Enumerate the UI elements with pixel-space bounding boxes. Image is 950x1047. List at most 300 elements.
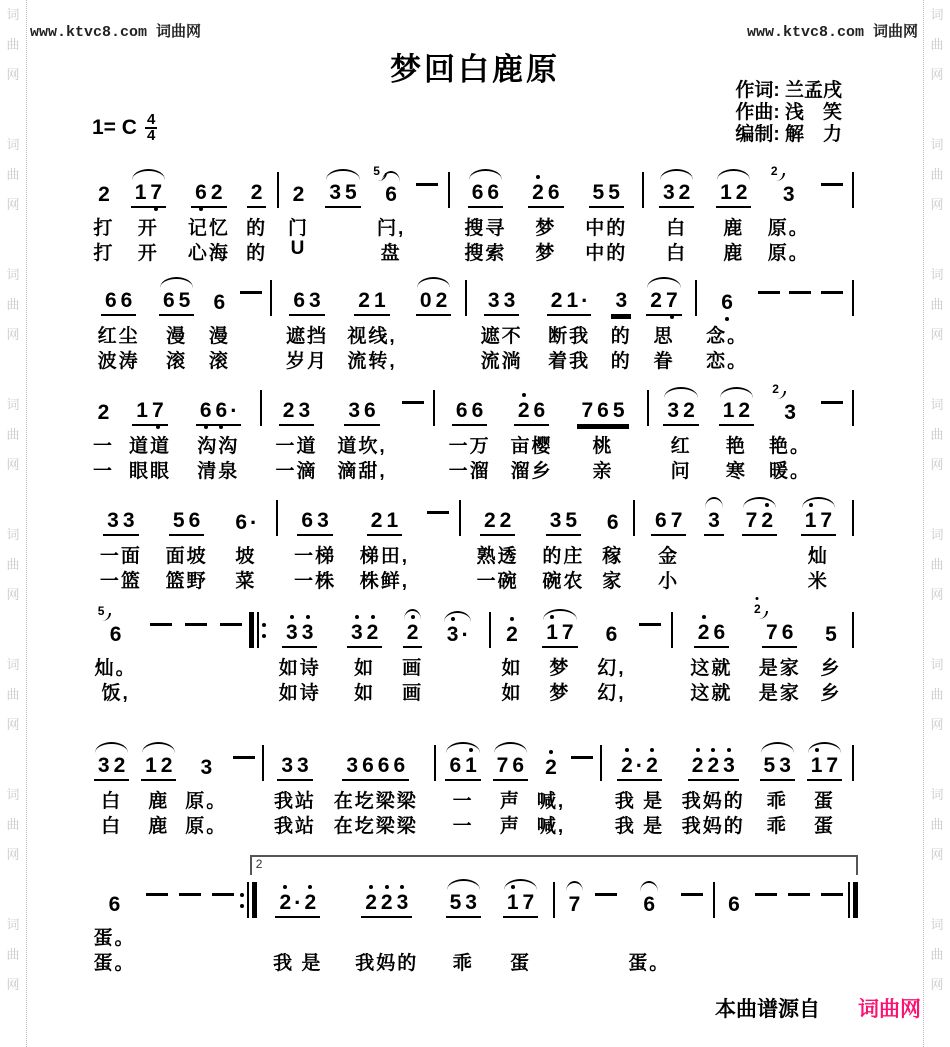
grace-note: 5 [373,164,380,178]
note-row [445,745,480,781]
dash-token [178,612,213,648]
lyric-verse1: 我站 [274,791,317,812]
note-digit: 2 [738,399,751,422]
note-token [88,882,141,973]
duration-dash [755,893,777,896]
octave-dot-high [756,597,759,600]
lyric-verse2: 幻, [597,683,626,704]
note-row [821,280,843,316]
note-digit: 3 [200,756,213,779]
side-watermark-char: 网 [6,457,20,472]
lyric-verse1: 一面 [99,546,142,567]
note-digit: 6 [643,893,656,916]
score-line-5 [88,602,858,704]
note-digit: 2 [550,289,563,312]
note-digit: 3 [300,622,316,644]
barline-glyph [260,390,262,426]
octave-dot-high [308,885,312,889]
lyric-verse2: 着我 [548,351,591,372]
note-digit: 2 [379,892,395,914]
lyric-verse2: 白 [666,243,688,264]
lyric-verse1: 道坎, [337,436,387,457]
note-cluster [704,510,724,536]
slur-arc [808,742,841,753]
note-cluster [297,510,332,536]
note-row [789,280,811,316]
barline [485,612,495,648]
side-watermark-char: 曲 [6,557,20,572]
note-cluster [289,184,309,208]
lyric-verse2: 盘 [380,243,402,264]
augmentation-dot: · [294,890,302,915]
side-watermark-char: 网 [930,587,944,602]
note-row [801,500,836,536]
note-row [489,612,491,648]
duration-dash [571,756,593,759]
octave-dot-high [696,748,700,752]
note-token [559,882,590,973]
note-row [821,612,841,648]
note-cluster [493,755,528,781]
note-token [439,390,501,481]
note-cluster [603,512,623,536]
lyric-verse2: 原。 [185,816,228,837]
note-cluster [659,182,694,208]
side-watermark-char: 网 [930,847,944,862]
lyric-verse2: 米 [807,571,829,592]
credit-lyricist: 作词: 兰孟戌 [735,80,842,101]
note-row [807,745,842,781]
note-row [760,745,795,781]
note-row [577,390,628,426]
octave-dot-high [511,885,515,889]
barline-glyph [433,390,435,426]
note-digit: 7 [766,621,778,644]
note-row [852,280,854,316]
note-row [196,745,216,781]
barline-glyph [270,280,272,316]
lyric-verse1: 乡 [820,658,842,679]
note-token [754,745,801,836]
slur-arc [494,742,527,753]
note-cluster [191,182,226,208]
time-sig-denominator: 4 [146,127,156,144]
slur-arc [717,169,750,180]
bar-thin [848,882,850,918]
note-digit: 2 [277,892,293,914]
note-row [325,172,360,208]
note-token [789,500,848,591]
slur-arc [705,497,723,508]
note-digit: 3 [346,754,359,777]
note-digit: 1 [803,510,819,532]
note-digit: 6 [728,893,740,916]
note-token [637,280,692,371]
note-row [502,612,522,648]
note-row [277,745,312,781]
barline-glyph [852,612,854,648]
lyric-verse1: 亩樱 [510,436,553,457]
barline-glyph [262,745,264,781]
note-cluster [480,510,515,536]
dash-token [174,882,207,918]
dash-token [816,280,848,316]
lyric-verse2: 小 [658,571,680,592]
octave-dot-low [725,317,729,321]
note-token [454,172,518,263]
lyric-verse1: 闩, [376,218,406,239]
side-watermark-char: 词 [6,657,20,672]
lyric-verse1: 思 [653,326,675,347]
lyric-verse1: 是家 [758,658,801,679]
lyric-verse2: 饭, [101,683,130,704]
note-digit: 2 [405,622,421,644]
credit-composer: 作曲: 浅 笑 [735,102,842,123]
note-digit: 3 [615,289,628,312]
key-prefix: 1= C [92,116,137,139]
lyric-verse1: 艳 [725,436,747,457]
note-row [716,172,751,208]
note-cluster [688,755,739,781]
lyric-verse2: 如 [501,683,523,704]
lyric-verse1: 的庄 [542,546,585,567]
lyric-verse1: 如诗 [278,658,321,679]
duration-dash [595,893,617,896]
repeat-end [240,882,257,918]
lyric-verse2: 滴甜, [337,461,387,482]
note-cluster [754,602,797,648]
note-digit: 2 [282,399,295,422]
note-digit: 6 [471,399,484,422]
note-token [339,882,435,973]
octave-dot-high [536,175,540,179]
note-row [446,882,481,918]
note-row [220,612,242,648]
grace-note: 5 [97,604,105,618]
note-row [416,172,438,208]
note-token [534,745,568,836]
lyric-verse2: 篮野 [165,571,208,592]
note-cluster [275,892,320,918]
note-digit: 2 [160,754,173,777]
note-token [606,280,637,371]
note-cluster [694,622,729,648]
note-cluster [403,622,423,648]
barline [430,745,440,781]
grace-note: 2 [770,164,778,178]
note-row [132,390,167,426]
note-cluster [344,400,379,426]
lyric-verse1: 坡 [235,546,257,567]
note-token [701,280,753,371]
barline-glyph [647,390,649,426]
note-cluster [503,892,538,918]
note-row [671,612,673,648]
note-cluster [279,400,314,426]
octave-dot-high [727,748,731,752]
note-row [342,745,409,781]
barline-glyph [852,390,854,426]
note-cluster [210,292,230,316]
grace-note: 2 [754,602,761,616]
lyric-verse2: 心海 [187,243,230,264]
note-row [279,390,314,426]
note-digit: 6 [385,183,397,206]
note-digit: 7 [150,400,166,422]
note-cluster [445,755,480,781]
dash-token [411,172,444,208]
lyric-verse2: 问 [670,461,692,482]
note-row [821,172,843,208]
note-digit: 3 [549,509,562,532]
slur-arc [647,277,680,288]
note-cluster [663,400,698,426]
note-token [119,390,181,481]
note-cluster [231,512,260,536]
note-digit: 3 [784,401,796,424]
barline-glyph [277,172,279,208]
note-digit: 5 [449,891,462,914]
note-cluster [277,755,312,781]
note-digit: 2 [210,181,223,204]
lyric-verse2: 蛋 [813,816,835,837]
note-digit: 6 [597,399,609,422]
note-digit: 1 [386,509,399,532]
note-row [169,500,204,536]
lyric-verse1: 沟沟 [197,436,240,457]
lyric-verse2: 流转, [347,351,397,372]
lyric-verse2: 打 [93,243,115,264]
note-row [249,612,266,648]
lyric-verse1: 如 [501,658,523,679]
lyric-verse1: 金 [658,546,680,567]
note-token [639,500,698,591]
note-row [695,280,697,316]
side-watermark-char: 曲 [6,817,20,832]
octave-dot-high [355,615,359,619]
lyric-verse1: 白 [101,791,123,812]
dash-token [230,745,258,781]
note-cluster [502,624,522,648]
barline [549,882,559,918]
slur-arc [761,742,794,753]
lyric-verse1: 面坡 [165,546,208,567]
note-cluster [577,400,628,426]
repeat-dots [240,882,244,918]
note-digit: 2 [370,509,383,532]
note-digit: 6 [108,893,121,916]
note-digit: 6 [393,754,406,777]
lyric-verse1: 一万 [448,436,491,457]
note-token [154,500,220,591]
note-row [105,882,125,918]
note-row [373,164,401,208]
note-digit: 1 [809,755,825,777]
note-row [179,882,201,918]
note-digit: 2 [302,892,318,914]
barline [848,745,858,781]
note-row [602,612,622,648]
note-row [448,172,450,208]
note-token [88,604,143,704]
lyric-verse2: 的 [246,243,268,264]
note-digit: 3 [297,754,309,777]
octave-dot-high [306,615,310,619]
note-row [754,602,797,648]
note-token [327,390,396,481]
octave-dot-high [369,885,373,889]
score-line-7 [88,857,858,974]
note-digit: 5 [763,754,776,777]
lyric-verse2: 的 [610,351,632,372]
note-digit: 2 [365,622,381,644]
note-row [713,882,715,918]
note-row [541,745,561,781]
lyric-verse2: 画 [402,683,424,704]
lyric-verse1: 熟透 [476,546,519,567]
note-row [459,500,461,536]
note-cluster [169,510,204,536]
note-row [443,612,472,648]
footer-source-text: 本曲谱源自 [715,998,820,1021]
note-digit: 1 [373,289,386,312]
lyric-verse2: 滚 [208,351,230,372]
side-watermark-char: 网 [6,67,20,82]
note-row [468,172,503,208]
note-token [465,500,531,591]
bar-thick [853,882,858,918]
barline [256,390,266,426]
note-row [159,280,194,316]
note-cluster [289,290,324,316]
note-digit: 3 [317,509,329,532]
lyric-verse2: 流淌 [480,351,523,372]
note-row [94,390,114,426]
barline [848,172,858,208]
note-row [210,280,230,316]
note-digit: 5 [565,509,578,532]
note-cluster [196,757,216,781]
note-token [283,172,315,263]
note-token [814,612,848,703]
side-watermark-char: 曲 [6,167,20,182]
note-digit: 3 [667,399,680,422]
lyric-verse1: 中的 [585,218,628,239]
note-digit: 2 [759,510,775,532]
note-digit: 6 [362,754,374,777]
side-watermark-char: 曲 [930,167,944,182]
dash-token [749,882,782,918]
note-digit: 2 [250,181,263,204]
note-digit: 3 [298,399,311,422]
note-row [233,745,255,781]
barline [709,882,719,918]
note-digit: 3 [395,892,411,914]
note-row [347,612,382,648]
dash-token [568,745,596,781]
note-row [240,280,262,316]
note-digit: 3 [309,289,321,312]
barline-glyph [852,280,854,316]
lyric-verse2: 菜 [235,571,257,592]
note-digit: 7 [820,509,833,532]
note-digit: 1 [505,892,521,914]
note-row [480,500,515,536]
note-cluster [772,382,800,426]
lyric-verse1: 鹿 [148,791,170,812]
note-digit: 2 [678,181,691,204]
note-row [758,280,780,316]
note-row [94,745,129,781]
octave-dot-high [711,748,715,752]
note-digit: 7 [581,399,594,422]
barline-glyph [852,500,854,536]
note-row [240,882,257,918]
lyric-verse1: 梦 [535,218,557,239]
note-row [141,745,176,781]
barline [429,390,439,426]
note-row [770,164,799,208]
barline-glyph [489,612,491,648]
side-watermark-char: 曲 [6,427,20,442]
note-row [427,500,449,536]
side-watermark-char: 曲 [930,817,944,832]
lyric-verse2: 溜乡 [510,461,553,482]
lyric-verse1: 打 [93,218,115,239]
duration-dash [758,291,780,294]
note-digit: 2 [504,624,520,646]
note-cluster [807,755,842,781]
octave-dot-high [510,617,514,621]
note-token [746,602,814,704]
note-token [719,882,750,973]
barline [638,172,648,208]
slur-arc [469,169,502,180]
duration-dash [233,756,255,759]
note-cluster [770,164,799,208]
side-watermark-char: 词 [930,527,944,542]
note-cluster [94,755,129,781]
side-watermark-char: 网 [930,67,944,82]
lyric-verse1: 一道 [275,436,318,457]
side-watermark-char: 网 [930,717,944,732]
note-row [297,500,332,536]
note-row [651,500,686,536]
note-digit: 6 [512,754,524,777]
slur-arc [417,277,450,288]
note-digit: 6 [547,181,560,204]
note-cluster [101,290,136,316]
note-row [402,390,424,426]
note-digit: 6 [235,511,248,534]
side-watermark-char: 词 [6,527,20,542]
octave-dot-high [522,393,526,397]
augmentation-dot: · [230,398,238,423]
note-digit: 7 [496,754,509,777]
side-watermark-char: 词 [930,787,944,802]
note-digit: 6 [606,511,619,534]
duration-dash [146,893,168,896]
note-token [276,280,337,371]
note-row [719,390,754,426]
dash-token [397,390,429,426]
note-digit: 1 [136,399,148,422]
note-token [322,745,430,836]
note-cluster [742,510,777,536]
slur-arc [95,742,128,753]
lyric-verse2: 一碗 [476,571,519,592]
note-token [673,745,754,836]
